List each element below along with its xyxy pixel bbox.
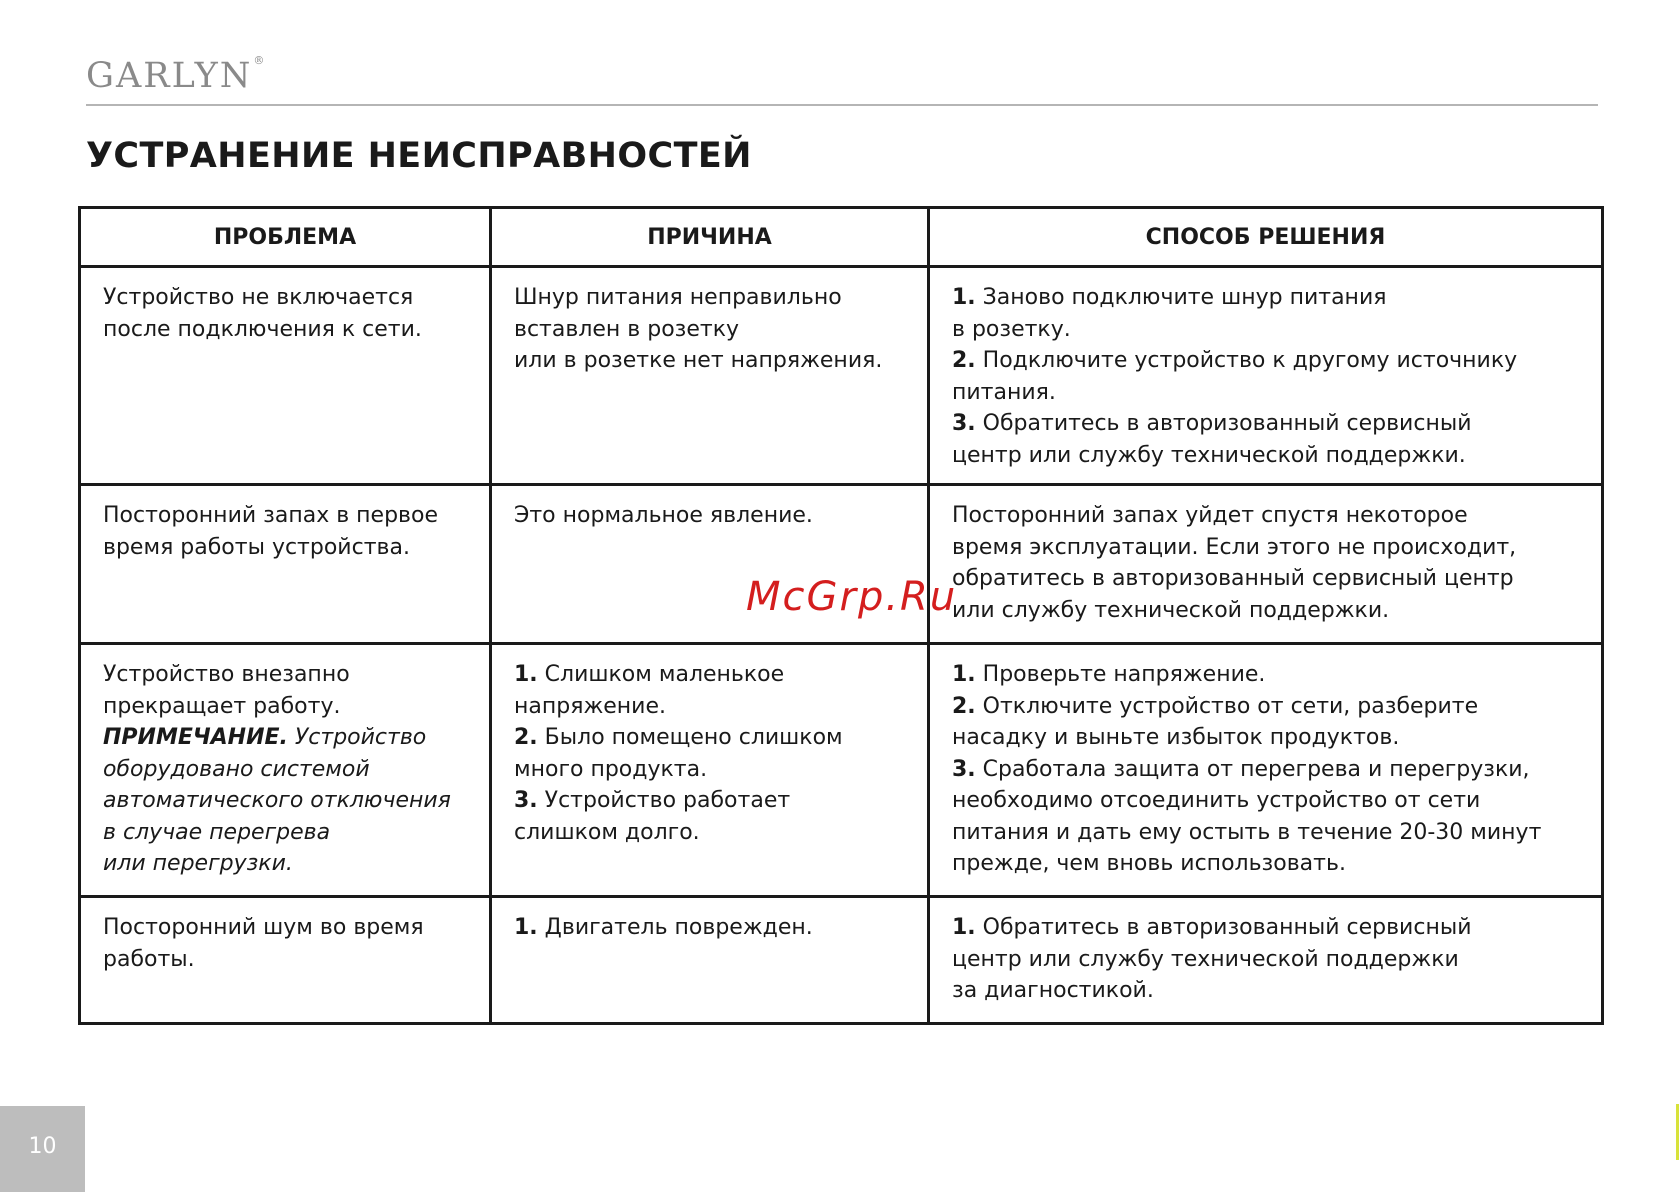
cause-line-text: слишком долго.: [514, 819, 700, 845]
solution-line: [952, 848, 1581, 880]
problem-cell: [80, 897, 491, 1024]
cause-cell: [491, 897, 929, 1024]
solution-line: [952, 314, 1581, 346]
cause-line: [514, 754, 907, 786]
solution-cell: [929, 897, 1603, 1024]
registered-mark: ®: [253, 54, 265, 67]
solution-line-text: Посторонний запах уйдет спустя некоторое: [952, 503, 1468, 528]
solution-line: [952, 785, 1581, 817]
step-number: 1.: [952, 285, 976, 310]
solution-line-text: центр или службу технической поддержки.: [952, 442, 1466, 468]
step-number: 1.: [514, 662, 538, 687]
solution-line-text: Подключите устройство к другому источнику: [982, 348, 1518, 373]
solution-line-text: Отключите устройство от сети, разберите: [982, 693, 1479, 719]
solution-line-text: насадку и выньте избыток продуктов.: [952, 725, 1400, 750]
solution-line: [952, 345, 1581, 377]
solution-line-text: время эксплуатации. Если этого не происходит,: [952, 534, 1517, 560]
step-number: 2.: [952, 348, 976, 373]
solution-line-text: питания.: [952, 379, 1056, 405]
cause-cell: [491, 267, 929, 485]
cause-line-text: напряжение.: [514, 693, 667, 719]
cause-line: [514, 282, 907, 314]
note-text: Устройство: [294, 725, 427, 750]
problem-line: Посторонний шум во время: [103, 915, 424, 940]
step-number: 1.: [514, 915, 538, 940]
cause-cell: [491, 644, 929, 897]
solution-line: [952, 817, 1581, 849]
solution-line: [952, 912, 1581, 944]
cause-line: [514, 912, 907, 944]
solution-line: [952, 944, 1581, 976]
problem-line: после подключения к сети.: [103, 316, 422, 342]
cause-line: [514, 722, 907, 754]
table-row: [80, 897, 1603, 1024]
cause-line: [514, 659, 907, 691]
solution-cell: [929, 267, 1603, 485]
solution-cell: [929, 644, 1603, 897]
solution-line: [952, 563, 1581, 595]
step-number: 2.: [952, 693, 976, 719]
problem-line: Посторонний запах в первое: [103, 503, 439, 528]
solution-line-text: обратитесь в авторизованный сервисный центр: [952, 566, 1514, 591]
cause-line-text: Двигатель поврежден.: [544, 915, 813, 940]
solution-line: [952, 532, 1581, 564]
column-header-problem: ПРОБЛЕМА: [80, 208, 491, 267]
watermark: McGrp.Ru: [746, 574, 958, 620]
cause-line: [514, 345, 907, 377]
cause-line-text: Слишком маленькое: [544, 662, 785, 687]
brand-name: GARLYN: [86, 56, 253, 96]
solution-line: [952, 408, 1581, 440]
problem-line: время работы устройства.: [103, 534, 410, 560]
cause-line: [514, 691, 907, 723]
step-number: 1.: [952, 662, 976, 687]
table-row: [80, 644, 1603, 897]
solution-line: [952, 595, 1581, 627]
cause-line-text: Было помещено слишком: [544, 725, 843, 750]
cause-line-text: Устройство работает: [544, 788, 791, 813]
note-line: [103, 722, 469, 754]
solution-line: [952, 722, 1581, 754]
cause-line-text: или в розетке нет напряжения.: [514, 348, 883, 373]
solution-line-text: питания и дать ему остыть в течение 20-30 минут: [952, 819, 1542, 845]
solution-line-text: Проверьте напряжение.: [982, 662, 1266, 687]
note-line: или перегрузки.: [103, 851, 293, 876]
problem-line: Устройство не включается: [103, 285, 414, 310]
solution-line: [952, 377, 1581, 409]
solution-line-text: прежде, чем вновь использовать.: [952, 851, 1346, 876]
solution-line: [952, 975, 1581, 1007]
solution-line-text: за диагностикой.: [952, 978, 1154, 1003]
note-label: ПРИМЕЧАНИЕ.: [103, 725, 288, 750]
problem-cell: [80, 485, 491, 644]
note-line: автоматического отключения: [103, 788, 451, 813]
cause-line-text: вставлен в розетку: [514, 316, 740, 342]
step-number: 3.: [952, 411, 976, 436]
cause-line: [514, 500, 907, 532]
column-header-cause: ПРИЧИНА: [491, 208, 929, 267]
solution-line-text: необходимо отсоединить устройство от сети: [952, 788, 1481, 813]
cause-line: [514, 785, 907, 817]
table-header-row: [80, 208, 1603, 267]
solution-line-text: или службу технической поддержки.: [952, 597, 1390, 623]
step-number: 1.: [952, 915, 976, 940]
page-title: УСТРАНЕНИЕ НЕИСПРАВНОСТЕЙ: [86, 136, 752, 176]
column-header-solution: СПОСОБ РЕШЕНИЯ: [929, 208, 1603, 267]
step-number: 3.: [952, 756, 976, 782]
problem-line: прекращает работу.: [103, 693, 341, 719]
cause-line-text: Это нормальное явление.: [514, 503, 813, 528]
solution-line-text: в розетку.: [952, 316, 1071, 342]
solution-line-text: Сработала защита от перегрева и перегрузки,: [982, 756, 1530, 782]
header-divider: [86, 104, 1598, 106]
note-line: оборудовано системой: [103, 756, 370, 782]
page-number: 10: [28, 1134, 57, 1159]
solution-line-text: Заново подключите шнур питания: [982, 285, 1387, 310]
solution-line-text: Обратитесь в авторизованный сервисный: [982, 915, 1472, 940]
cause-line-text: Шнур питания неправильно: [514, 285, 842, 310]
step-number: 3.: [514, 788, 538, 813]
solution-line: [952, 440, 1581, 472]
problem-line: работы.: [103, 946, 195, 972]
table-row: [80, 267, 1603, 485]
page-number-badge: [0, 1106, 85, 1192]
solution-line: [952, 659, 1581, 691]
brand-logo: [86, 56, 264, 96]
problem-line: Устройство внезапно: [103, 662, 350, 687]
problem-cell: [80, 267, 491, 485]
solution-line-text: центр или службу технической поддержки: [952, 946, 1459, 972]
cause-line-text: много продукта.: [514, 756, 708, 782]
cause-line: [514, 817, 907, 849]
solution-line: [952, 500, 1581, 532]
step-number: 2.: [514, 725, 538, 750]
solution-cell: [929, 485, 1603, 644]
solution-line: [952, 282, 1581, 314]
cause-line: [514, 314, 907, 346]
solution-line-text: Обратитесь в авторизованный сервисный: [982, 411, 1472, 436]
solution-line: [952, 691, 1581, 723]
note-line: в случае перегрева: [103, 819, 331, 845]
problem-cell: [80, 644, 491, 897]
solution-line: [952, 754, 1581, 786]
